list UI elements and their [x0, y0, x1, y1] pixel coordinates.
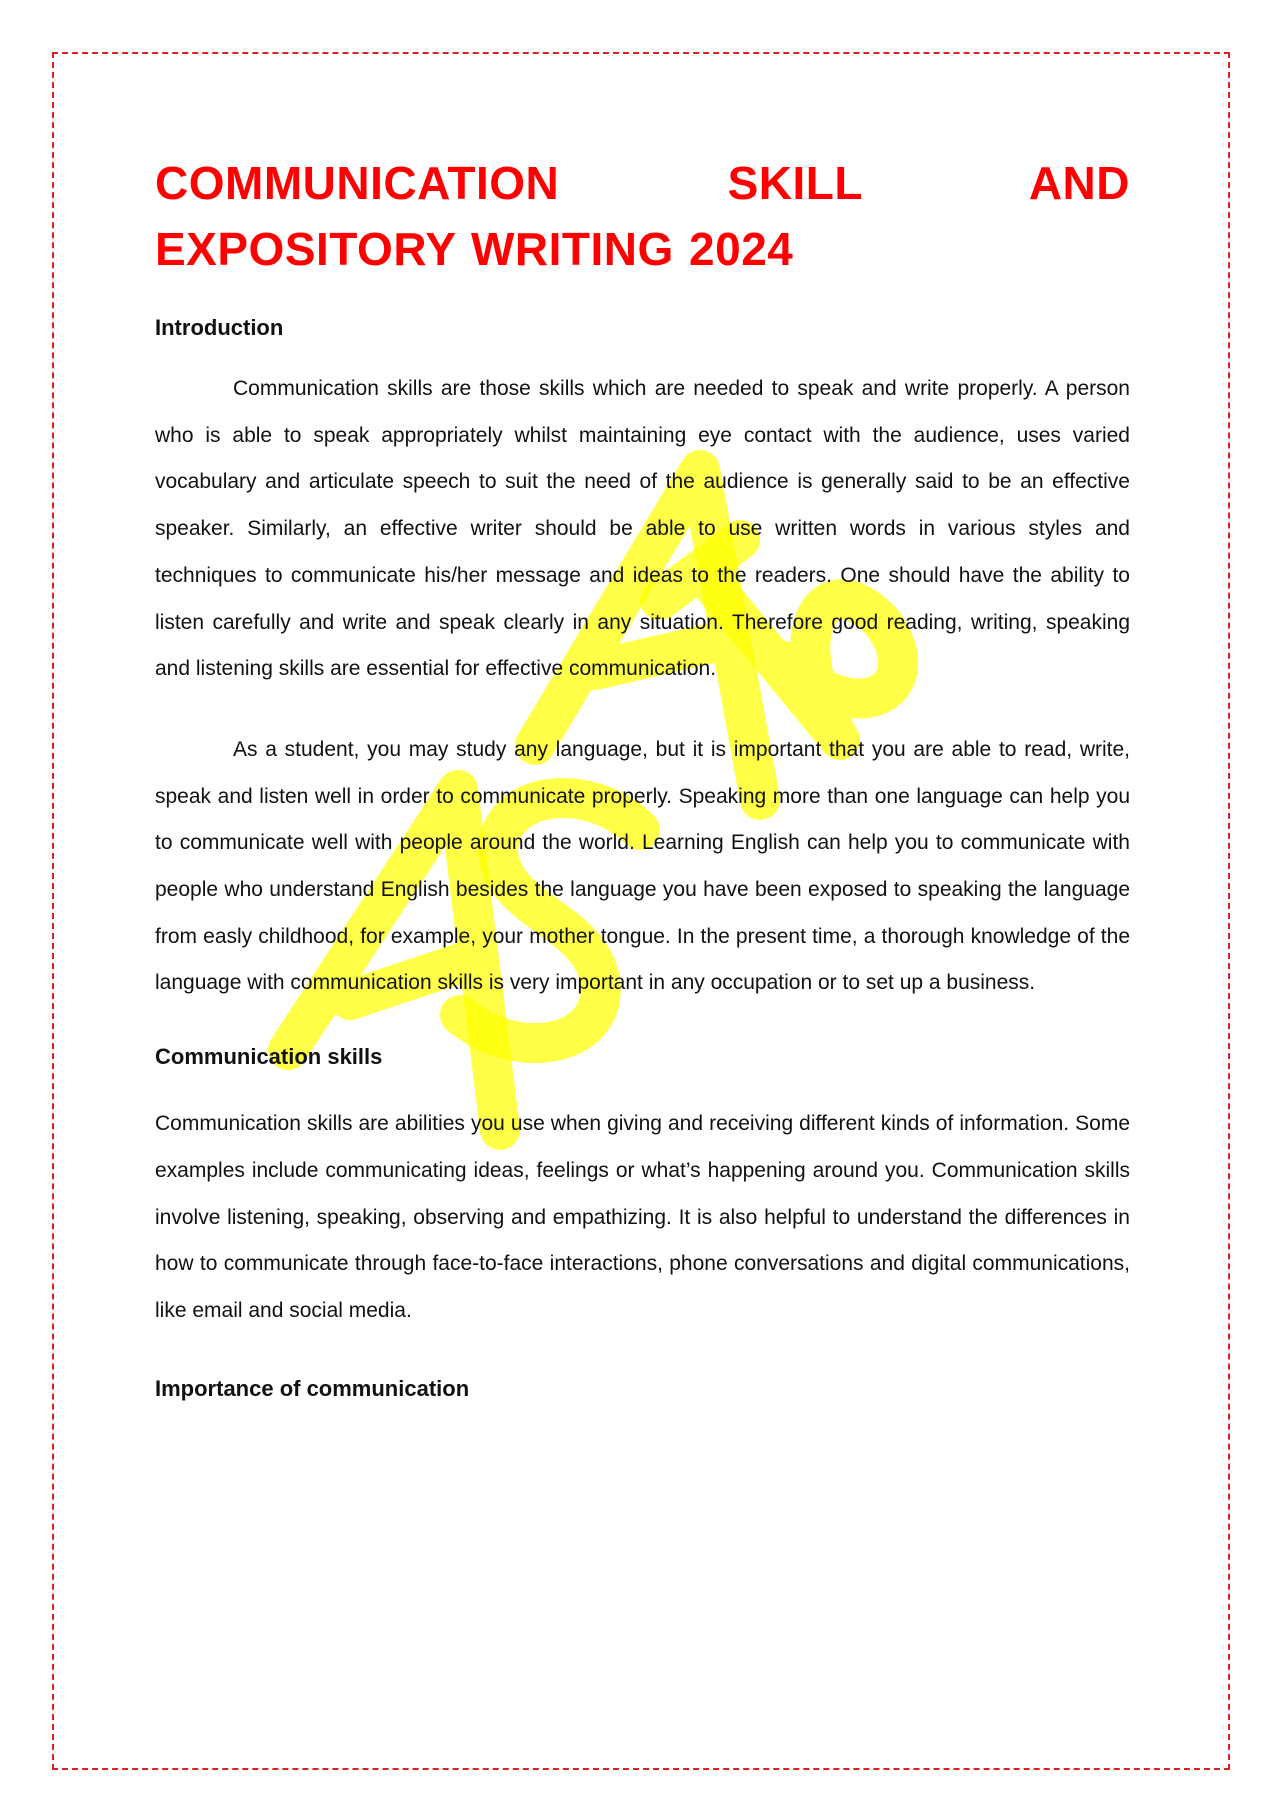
introduction-paragraph-2: As a student, you may study any language, but it is important that you are able to read, write, speak and listen well in order to communicate properly. Speaking more than one language can help you to communicate well with people around the world. Learning English can help you to communicate with people who understand English besides the language you have been exposed to speaking the language from easly childhood, for example, your mother tongue. In the present time, a thorough knowledge of the language with communication skills is very important in any occupation or to set up a business.: [155, 737, 1130, 995]
section-heading-introduction: Introduction: [155, 315, 284, 340]
document-body: [155, 150, 1130, 1403]
introduction-paragraph-1: Communication skills are those skills which are needed to speak and write properly. A person who is able to speak appropriately whilst maintaining eye contact with the audience, uses varied vocabulary and articulate speech to suit the need of the audience is generally said to be an effective speaker. Similarly, an effective writer should be able to use written words in various styles and techniques to communicate his/her message and ideas to the readers. One should have the ability to listen carefully and write and speak clearly in any situation. Therefore good reading, writing, speaking and listening skills are essential for effective communication.: [155, 377, 1130, 681]
document-title: COMMUNICATION SKILL AND EXPOSITORY WRITING 2024: [155, 157, 1130, 275]
section-heading-communication-skills: Communication skills: [155, 1044, 383, 1070]
communication-skills-paragraph: Communication skills are abilities you use when giving and receiving different kinds of information. Some examples include communicating ideas, feelings or what’s happening around you. Communication skills involve listening, speaking, observing and empathizing. It is also helpful to understand the differences in how to communicate through face-to-face interactions, phone conversations and digital communications, like email and social media.: [155, 1112, 1130, 1322]
section-heading-importance-of-communication: Importance of communication: [155, 1375, 470, 1401]
